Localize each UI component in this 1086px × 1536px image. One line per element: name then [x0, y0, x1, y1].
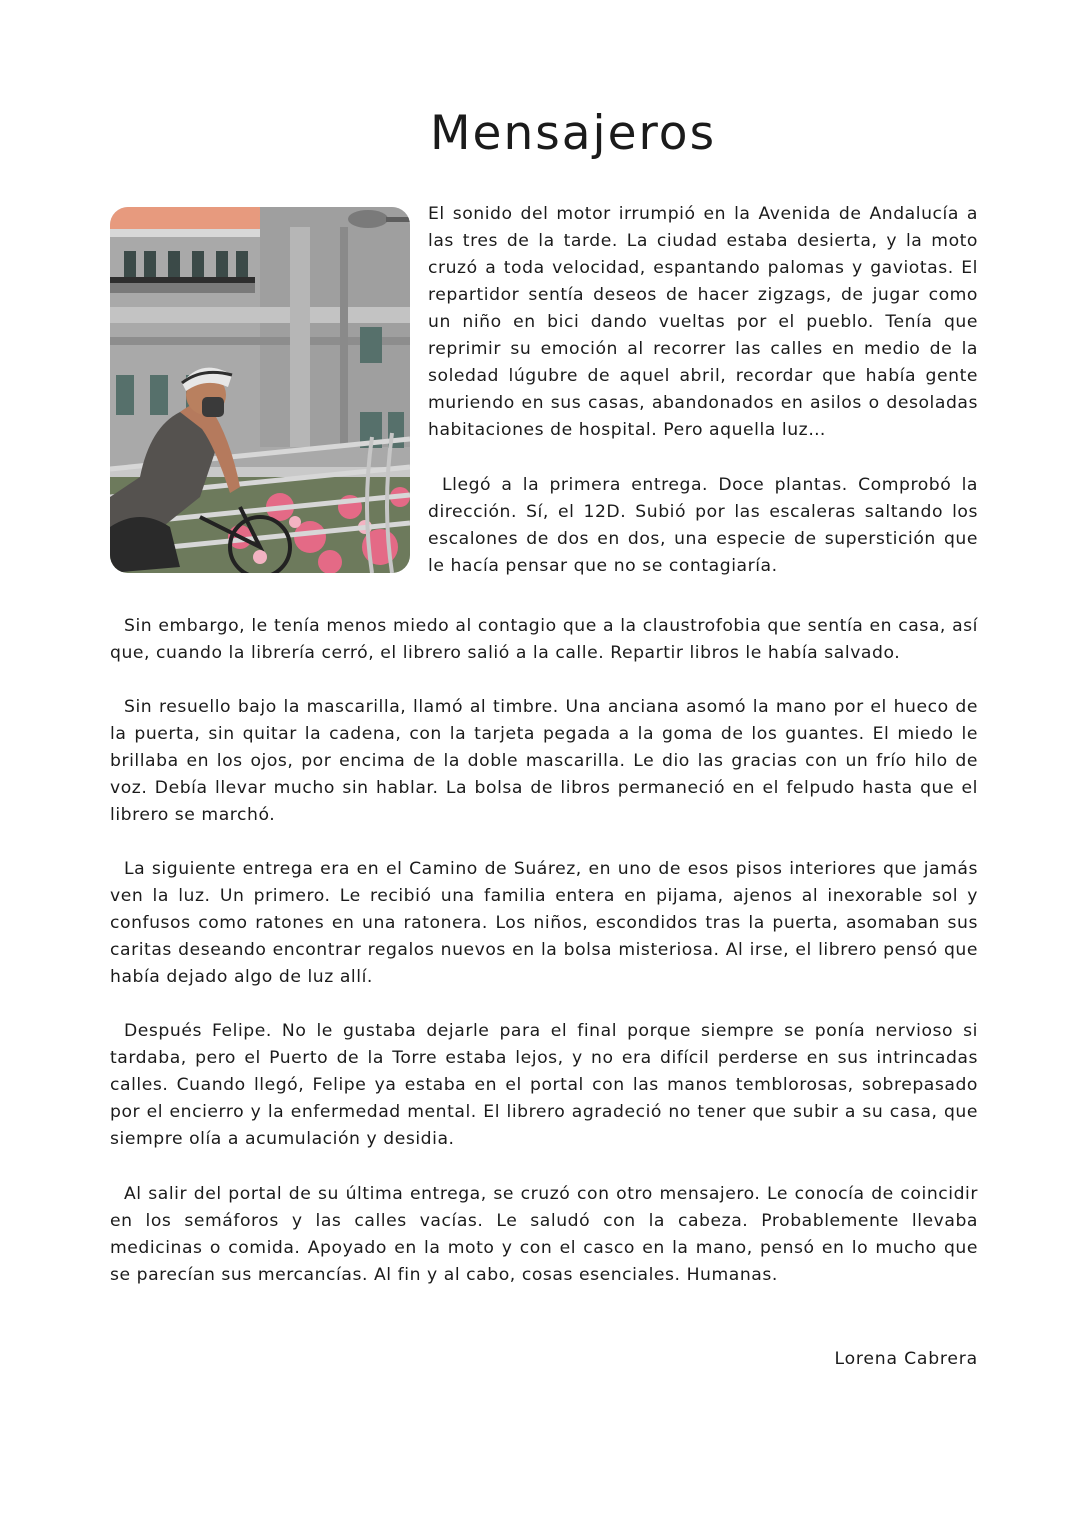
paragraph-2: Llegó a la primera entrega. Doce plantas. Comprobó la dirección. Sí, el 12D. Subió por las escaleras saltando los escalones de dos en dos, una especie de superstición que le hacía pensar que no se contagiaría.	[428, 475, 978, 576]
paragraph-5: La siguiente entrega era en el Camino de Suárez, en uno de esos pisos interiores que jamás ven la luz. Un primero. Le recibió una familia entera en pijama, ajenos al inexorable sol y confusos como ratones en una ratonera. Los niños, escondidos tras la puerta, asomaban sus caritas deseando encontrar regalos nuevos en la bolsa misteriosa. Al irse, el librero pensó que había dejado algo de luz allí.	[110, 859, 978, 987]
page-title: Mensajeros	[430, 106, 717, 161]
paragraph-3: Sin embargo, le tenía menos miedo al contagio que a la claustrofobia que sentía en casa, así que, cuando la librería cerró, el librero salió a la calle. Repartir libros le había salvado.	[110, 616, 978, 663]
author-signature: Lorena Cabrera	[834, 1349, 978, 1369]
paragraph-7: Al salir del portal de su última entrega, se cruzó con otro mensajero. Le conocía de coincidir en los semáforos y las calles vacías. Le saludó con la cabeza. Probablemente llevaba medicinas o comida. Apoyado en la moto y con el casco en la mano, pensó en lo mucho que se parecían sus mercancías. Al fin y al cabo, cosas esenciales. Humanas.	[110, 1184, 978, 1285]
paragraph-6: Después Felipe. No le gustaba dejarle para el final porque siempre se ponía nervioso si tardaba, pero el Puerto de la Torre estaba lejos, y no era difícil perderse en sus intrincadas calles. Cuando llegó, Felipe ya estaba en el portal con las manos temblorosas, sobrepasado por el encierro y la enfermedad mental. El librero agradeció no tener que subir a su casa, que siempre olía a acumulación y desidia.	[110, 1021, 978, 1149]
paragraph-1: El sonido del motor irrumpió en la Avenida de Andalucía a las tres de la tarde. La ciudad estaba desierta, y la moto cruzó a toda velocidad, espantando palomas y gaviotas. El repartidor sentía deseos de hacer zigzags, de jugar como un niño en bici dando vueltas por el pueblo. Tenía que reprimir su emoción al recorrer las calles en medio de la soledad lúgubre de aquel abril, recordar que había gente muriendo en sus casas, abandonados en asilos o desoladas habitaciones de hospital. Pero aquella luz…	[428, 204, 978, 440]
cyclist-photo-icon	[110, 207, 410, 573]
cyclist-photo	[110, 207, 410, 573]
paragraph-4: Sin resuello bajo la mascarilla, llamó al timbre. Una anciana asomó la mano por el hueco de la puerta, sin quitar la cadena, con la tarjeta pegada a la goma de los guantes. El miedo le brillaba en los ojos, por encima de la doble mascarilla. Le dio las gracias con un frío hilo de voz. Debía llevar mucho sin hablar. La bolsa de libros permaneció en el felpudo hasta que el librero se marchó.	[110, 697, 978, 825]
